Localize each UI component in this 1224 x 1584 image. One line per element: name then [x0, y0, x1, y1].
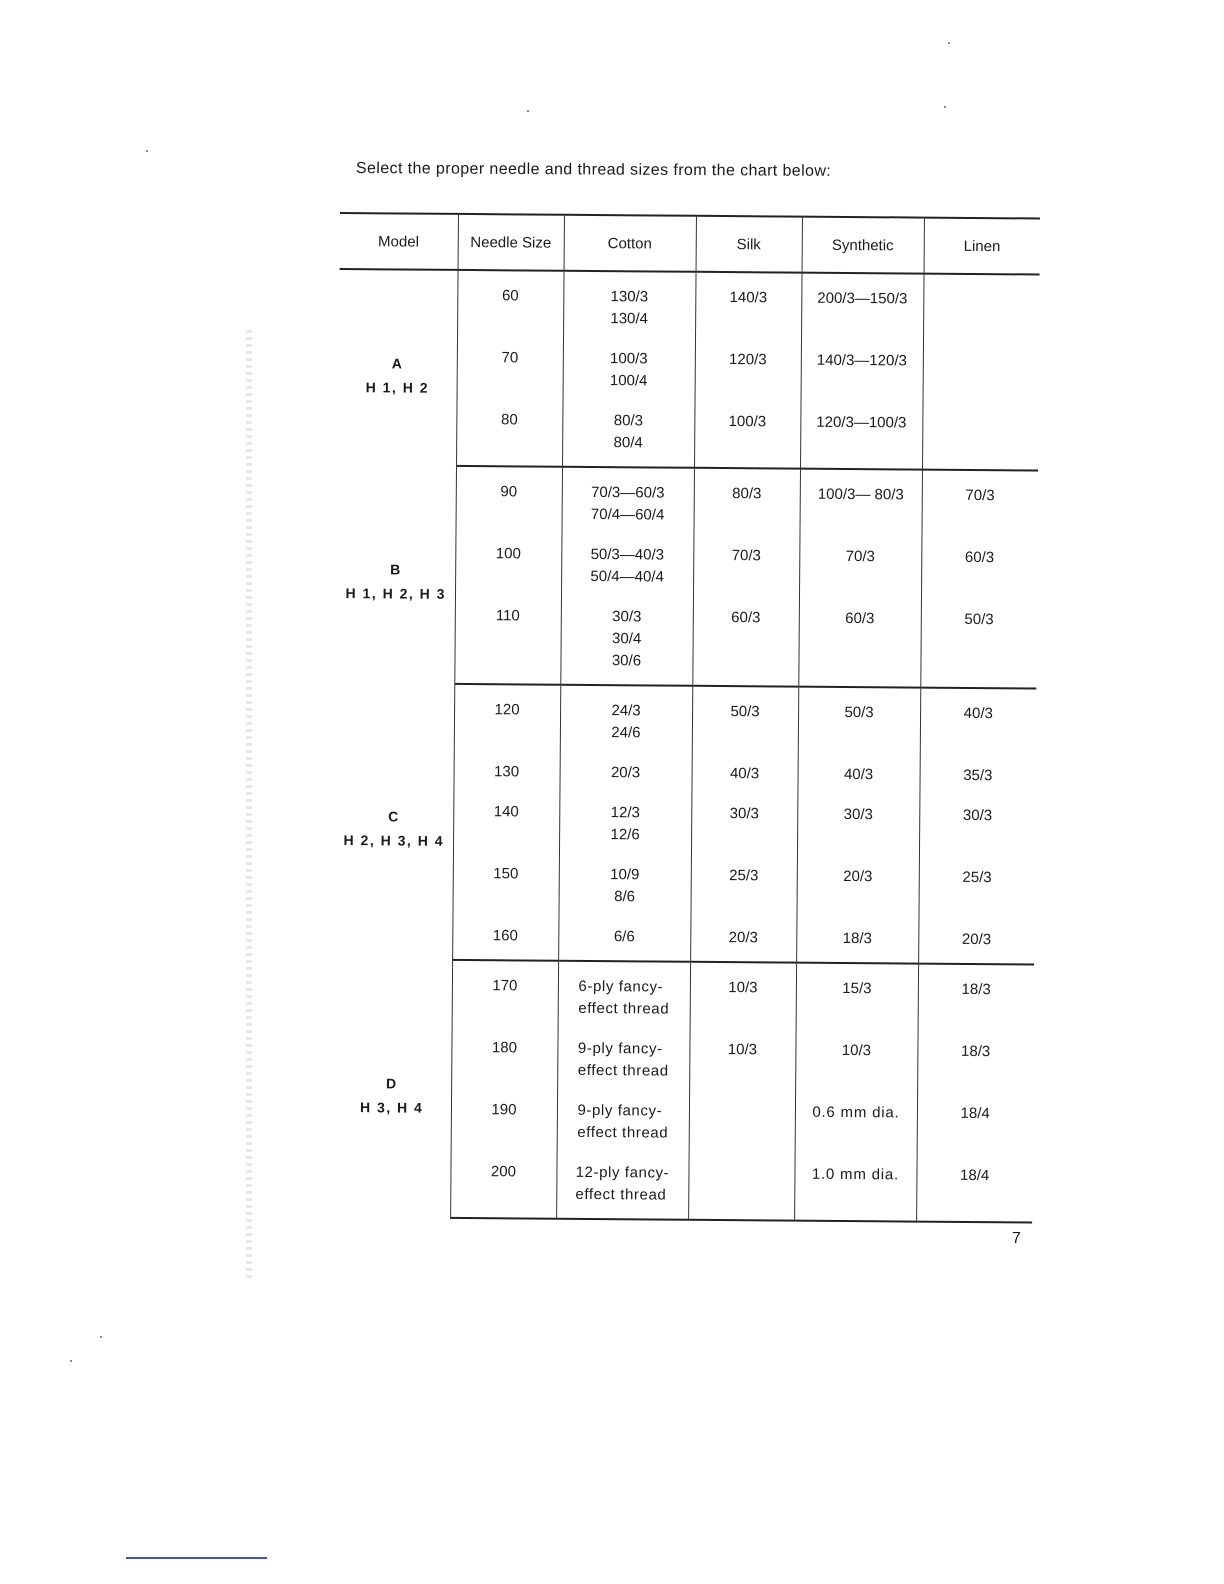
linen-value: 35/3 [963, 766, 993, 785]
silk-value: 20/3 [728, 929, 758, 947]
scan-speck [527, 110, 529, 112]
cotton-value: 20/3 [610, 764, 641, 782]
synthetic-value: 1.0 mm dia. [811, 1165, 900, 1184]
linen-value: 40/3 [963, 704, 993, 723]
needle-cell [453, 845, 559, 908]
silk-value: 10/3 [727, 1041, 758, 1059]
cotton-value: 50/3—40/3 50/4—40/4 [590, 545, 665, 586]
cotton-value: 6/6 [613, 928, 635, 946]
synthetic-value: 10/3 [841, 1041, 872, 1060]
needle-cell [457, 270, 563, 330]
linen-cell [917, 1023, 1033, 1086]
needle-cell [454, 743, 560, 784]
needle-thread-table [332, 212, 1040, 1223]
synthetic-value: 0.6 mm dia. [812, 1103, 900, 1122]
needle-value: 60 [501, 287, 519, 305]
silk-cell [692, 686, 798, 746]
synthetic-value: 18/3 [842, 929, 872, 948]
synthetic-cell [796, 910, 918, 964]
cotton-cell [556, 1144, 689, 1220]
linen-cell [918, 911, 1034, 965]
cotton-cell [559, 846, 691, 909]
page-number: 7 [1012, 1230, 1021, 1247]
cotton-cell [563, 330, 695, 393]
scan-binding-edge [246, 330, 252, 1280]
needle-cell [452, 907, 558, 961]
header-model: Model [340, 213, 458, 270]
linen-cell [923, 274, 1039, 334]
table-row [338, 465, 1038, 529]
silk-value: 70/3 [731, 547, 761, 565]
linen-cell [922, 395, 1039, 471]
scan-speck [100, 1336, 102, 1338]
silk-cell [692, 745, 798, 786]
needle-value: 180 [491, 1039, 518, 1057]
linen-cell [920, 747, 1036, 788]
cotton-value: 70/3—60/3 70/4—60/4 [590, 483, 665, 524]
table-header-row [340, 213, 1040, 274]
synthetic-cell [797, 848, 919, 911]
synthetic-value: 20/3 [843, 867, 873, 886]
silk-cell [690, 909, 796, 963]
model-cell [336, 465, 456, 684]
linen-cell [919, 787, 1035, 850]
silk-value: 25/3 [729, 867, 759, 885]
silk-value: 100/3 [728, 413, 767, 431]
model-letter: C [388, 808, 400, 825]
needle-cell [454, 684, 560, 744]
scan-speck [70, 1360, 72, 1362]
synthetic-value: 70/3 [845, 547, 875, 566]
silk-cell [694, 468, 800, 528]
synthetic-cell [795, 1084, 917, 1147]
synthetic-cell [796, 963, 918, 1023]
scan-speck [146, 150, 148, 152]
synthetic-value: 15/3 [842, 979, 872, 998]
needle-value: 80 [500, 411, 518, 429]
needle-cell [453, 783, 559, 846]
synthetic-cell [798, 590, 921, 688]
intro-text: Select the proper needle and thread sizes from the chart below: [355, 160, 832, 180]
header-cotton: Cotton [564, 215, 696, 272]
synthetic-value: 60/3 [845, 609, 875, 628]
silk-cell [692, 589, 799, 687]
synthetic-cell [800, 469, 922, 529]
cotton-value: 80/3 80/4 [613, 412, 644, 452]
table-row [334, 959, 1034, 1023]
cotton-value: 12-ply fancy- effect thread [575, 1163, 670, 1204]
needle-value: 190 [491, 1101, 517, 1119]
needle-value: 150 [493, 865, 519, 883]
silk-value: 60/3 [731, 609, 761, 627]
synthetic-value: 40/3 [843, 765, 874, 784]
needle-cell [456, 391, 563, 467]
cotton-value: 24/3 24/6 [611, 702, 641, 742]
silk-cell [695, 272, 801, 332]
silk-value: 40/3 [729, 765, 760, 783]
synthetic-cell [798, 687, 920, 747]
cotton-cell [561, 526, 693, 589]
silk-cell [694, 393, 801, 469]
model-hooks: H 3, H 4 [359, 1099, 424, 1116]
needle-cell [455, 525, 561, 588]
header-needle-size: Needle Size [458, 214, 564, 271]
needle-cell [457, 329, 563, 392]
linen-value: 18/4 [960, 1166, 990, 1185]
cotton-cell [560, 744, 692, 785]
linen-value: 60/3 [964, 548, 995, 567]
linen-cell [918, 964, 1034, 1024]
linen-value: 50/3 [964, 610, 994, 629]
table-row [336, 683, 1036, 747]
cotton-cell [560, 588, 693, 686]
silk-cell [693, 527, 799, 590]
linen-value: 18/3 [961, 1042, 991, 1061]
scan-speck [948, 42, 950, 44]
linen-value: 70/3 [965, 486, 995, 505]
cotton-cell [563, 271, 695, 331]
header-synthetic: Synthetic [802, 217, 924, 274]
silk-value: 50/3 [730, 703, 760, 721]
linen-cell [923, 333, 1039, 396]
cotton-value: 130/3 130/4 [610, 288, 649, 328]
model-hooks: H 1, H 2 [365, 378, 430, 396]
needle-value: 130 [494, 763, 520, 781]
needle-cell [450, 1143, 557, 1219]
cotton-value: 9-ply fancy- effect thread [577, 1039, 669, 1080]
cotton-value: 30/3 30/4 30/6 [611, 608, 642, 670]
linen-cell [917, 1085, 1033, 1148]
cotton-cell [559, 784, 691, 847]
needle-thread-chart [332, 212, 1040, 1223]
model-hooks: H 1, H 2, H 3 [345, 585, 447, 602]
linen-value: 30/3 [962, 806, 993, 825]
header-silk: Silk [696, 216, 802, 273]
needle-value: 110 [495, 607, 520, 625]
model-cell [338, 269, 458, 466]
synthetic-cell [798, 746, 920, 787]
synthetic-cell [801, 273, 923, 333]
model-cell [332, 959, 452, 1218]
linen-cell [916, 1147, 1033, 1223]
silk-value: 140/3 [729, 289, 768, 307]
needle-cell [452, 960, 558, 1020]
silk-cell [688, 1145, 795, 1221]
cotton-cell [562, 392, 695, 468]
scan-speck [944, 106, 946, 108]
synthetic-cell [795, 1022, 917, 1085]
synthetic-value: 30/3 [843, 805, 873, 824]
needle-value: 170 [492, 977, 518, 995]
silk-value: 10/3 [728, 979, 758, 997]
needle-value: 140 [493, 803, 519, 821]
linen-cell [922, 470, 1038, 530]
needle-cell [451, 1019, 557, 1082]
linen-value: 20/3 [961, 930, 992, 949]
cotton-value: 6-ply fancy- effect thread [578, 977, 670, 1018]
cotton-cell [557, 1020, 689, 1083]
linen-cell [919, 849, 1035, 912]
table-row [339, 269, 1039, 333]
cotton-cell [560, 685, 692, 745]
model-letter: B [390, 561, 402, 578]
linen-cell [920, 688, 1036, 748]
synthetic-cell [797, 786, 919, 849]
silk-cell [690, 962, 796, 1022]
needle-cell [451, 1081, 557, 1144]
synthetic-value: 50/3 [844, 703, 874, 722]
table-body [332, 269, 1039, 1222]
silk-cell [695, 331, 801, 394]
cotton-value: 9-ply fancy- effect thread [577, 1101, 669, 1142]
synthetic-value: 200/3—150/3 [817, 289, 908, 308]
silk-value: 30/3 [729, 805, 759, 823]
synthetic-cell [799, 528, 921, 591]
cotton-value: 12/3 12/6 [610, 804, 640, 844]
silk-cell [689, 1083, 795, 1146]
model-letter: A [391, 354, 404, 372]
cotton-cell [558, 908, 690, 962]
cotton-cell [558, 961, 690, 1021]
synthetic-cell [801, 332, 923, 395]
needle-value: 90 [500, 483, 518, 501]
synthetic-value: 100/3— 80/3 [817, 485, 904, 504]
cotton-cell [557, 1082, 689, 1145]
cotton-value: 10/9 8/6 [610, 866, 640, 906]
needle-value: 200 [490, 1163, 517, 1181]
linen-value: 18/4 [960, 1104, 990, 1123]
needle-value: 100 [495, 545, 521, 563]
needle-cell [454, 587, 561, 685]
linen-value: 18/3 [961, 980, 991, 999]
bottom-edge-rule [126, 1557, 267, 1559]
synthetic-cell [800, 394, 923, 470]
needle-value: 120 [494, 701, 520, 719]
linen-value: 25/3 [962, 868, 992, 887]
synthetic-cell [794, 1146, 917, 1222]
silk-value: 120/3 [729, 351, 767, 369]
silk-cell [689, 1021, 795, 1084]
linen-cell [920, 591, 1037, 689]
linen-cell [921, 529, 1037, 592]
synthetic-value: 140/3—120/3 [816, 351, 907, 370]
model-cell [334, 683, 454, 960]
silk-cell [691, 847, 797, 910]
needle-value: 160 [492, 927, 518, 945]
model-letter: D [386, 1075, 398, 1092]
synthetic-value: 120/3—100/3 [816, 413, 907, 432]
model-hooks: H 2, H 3, H 4 [343, 832, 445, 849]
header-linen: Linen [924, 218, 1040, 275]
silk-cell [691, 785, 797, 848]
silk-value: 80/3 [732, 485, 762, 503]
needle-cell [456, 466, 562, 526]
needle-value: 70 [501, 349, 519, 367]
cotton-cell [562, 467, 694, 527]
cotton-value: 100/3 100/4 [609, 350, 648, 390]
